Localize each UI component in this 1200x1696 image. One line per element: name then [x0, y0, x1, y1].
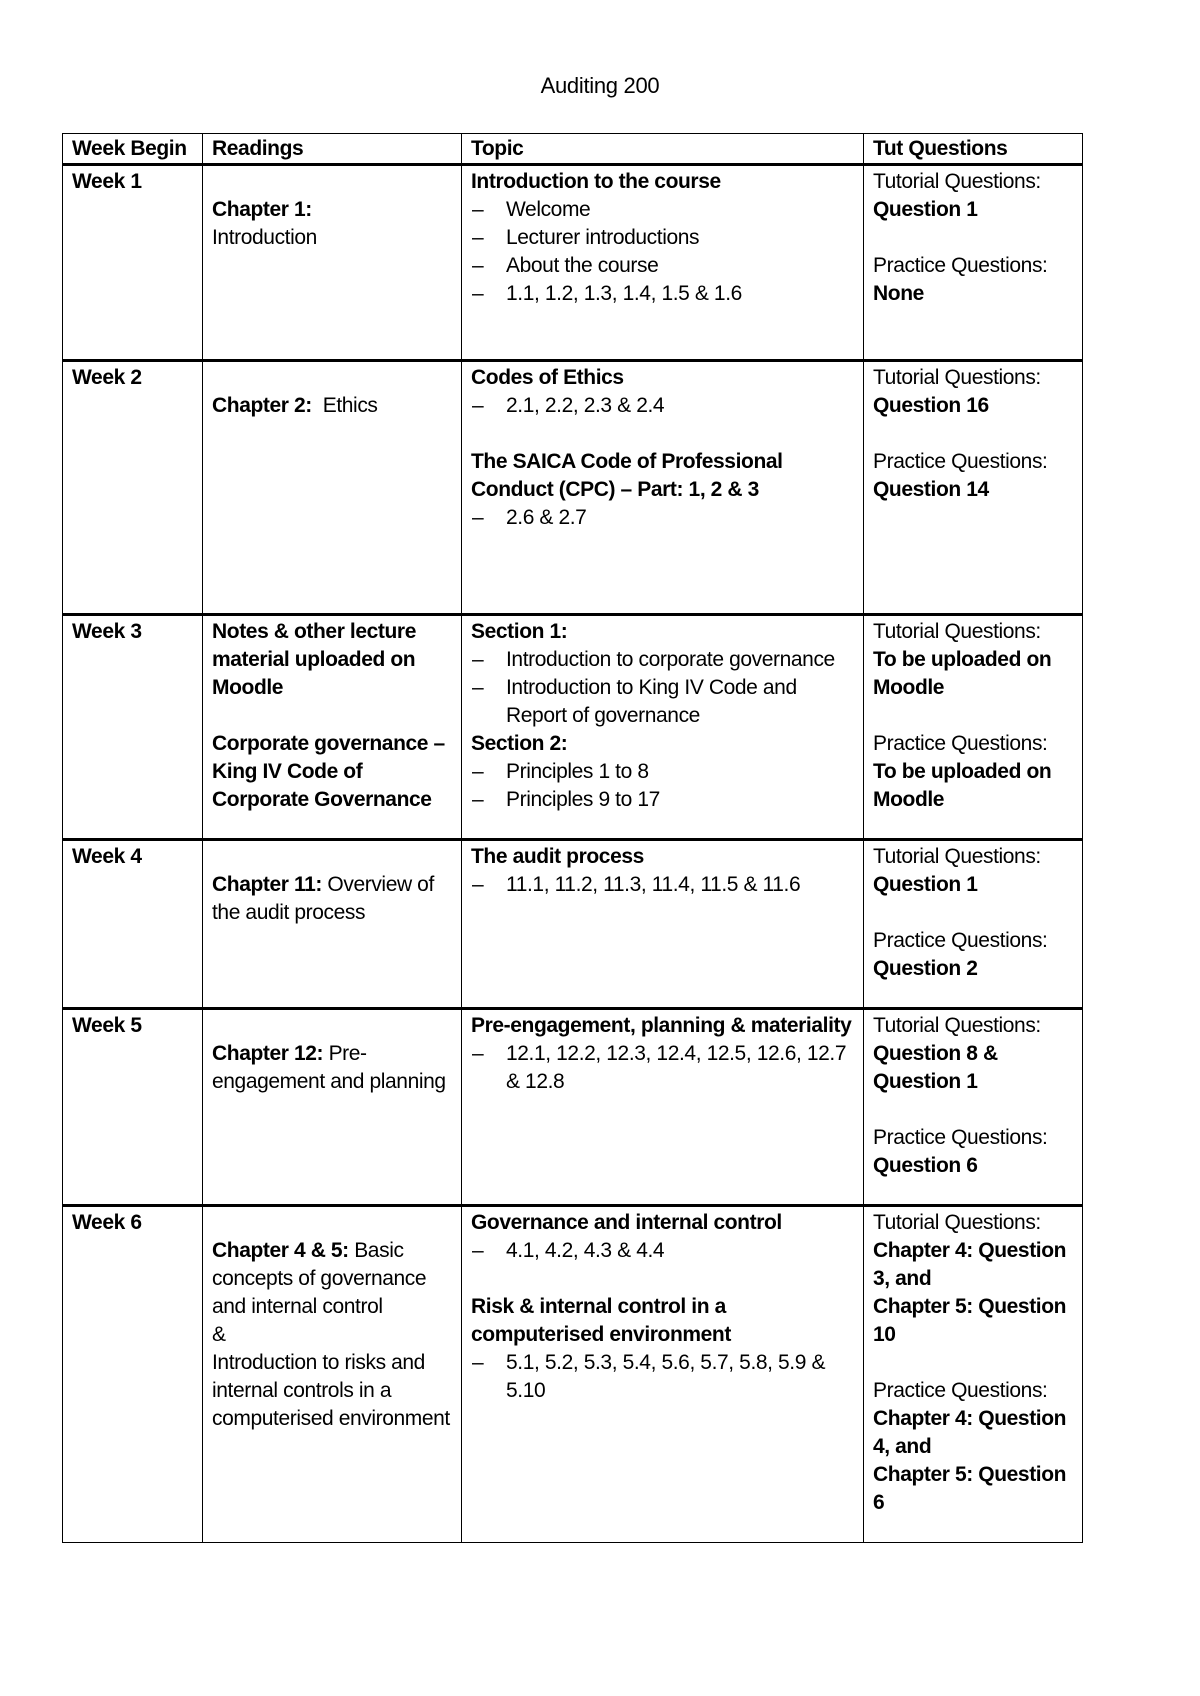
week-label: Week 3: [63, 615, 203, 840]
tutorial-label: Tutorial Questions:: [873, 170, 1041, 193]
topic-title: Pre-engagement, planning & materiality: [471, 1014, 852, 1037]
practice-questions: To be uploaded on Moodle: [873, 760, 1052, 811]
practice-questions: None: [873, 282, 924, 305]
reading-chapter: Chapter 4 & 5:: [212, 1239, 349, 1262]
topic-title: Codes of Ethics: [471, 366, 624, 389]
reading-notes: Notes & other lecture material uploaded on Moodle: [212, 620, 416, 699]
tutorial-questions: Question 8 & Question 1: [873, 1042, 998, 1093]
reading-text: Introduction: [212, 226, 317, 249]
reading-text: Introduction to risks and internal controls in a computerised environment: [212, 1351, 450, 1430]
reading-ampersand: &: [212, 1323, 226, 1346]
readings-cell: [203, 361, 462, 615]
table-row-week-5: [63, 1009, 1083, 1206]
practice-questions: Question 2: [873, 957, 978, 980]
topic-cell: [462, 165, 864, 361]
practice-label: Practice Questions:: [873, 732, 1048, 755]
readings-cell: [203, 1009, 462, 1206]
practice-label: Practice Questions:: [873, 929, 1048, 952]
practice-label: Practice Questions:: [873, 254, 1048, 277]
tutorial-questions: Chapter 4: Question 3, and: [873, 1239, 1067, 1290]
topic-title: Section 1:: [471, 620, 568, 643]
table-row-week-4: [63, 840, 1083, 1009]
topic-item: – Principles 1 to 8: [471, 758, 855, 786]
practice-label: Practice Questions:: [873, 1379, 1048, 1402]
week-label: Week 5: [63, 1009, 203, 1206]
week-label: Week 6: [63, 1206, 203, 1543]
tut-questions-cell: [864, 1009, 1083, 1206]
table-row-week-1: [63, 165, 1083, 361]
reading-chapter: Chapter 1:: [212, 198, 312, 221]
readings-cell: [203, 615, 462, 840]
tutorial-questions: Question 1: [873, 198, 978, 221]
tut-questions-cell: [864, 361, 1083, 615]
topic-item: – 1.1, 1.2, 1.3, 1.4, 1.5 & 1.6: [471, 280, 855, 308]
topic-item: – 2.1, 2.2, 2.3 & 2.4: [471, 392, 855, 420]
document-title: Auditing 200: [540, 73, 660, 98]
tutorial-questions: Question 16: [873, 394, 989, 417]
tutorial-questions: Chapter 5: Question 10: [873, 1295, 1067, 1346]
reading-text: Ethics: [322, 394, 378, 417]
tut-questions-cell: [864, 615, 1083, 840]
tutorial-label: Tutorial Questions:: [873, 1211, 1041, 1234]
practice-label: Practice Questions:: [873, 1126, 1048, 1149]
topic-item: – About the course: [471, 252, 855, 280]
tutorial-label: Tutorial Questions:: [873, 1014, 1041, 1037]
topic-item: – 2.6 & 2.7: [471, 504, 855, 532]
practice-questions: Question 6: [873, 1154, 978, 1177]
topic-item: – Welcome: [471, 196, 855, 224]
header-topic: Topic: [462, 134, 864, 165]
topic-title: Introduction to the course: [471, 170, 721, 193]
topic-item: – 12.1, 12.2, 12.3, 12.4, 12.5, 12.6, 12.7 & 12.8: [471, 1040, 855, 1096]
topic-title: The audit process: [471, 845, 644, 868]
topic-title: Governance and internal control: [471, 1211, 782, 1234]
practice-questions: Chapter 4: Question 4, and: [873, 1407, 1067, 1458]
topic-title: Section 2:: [471, 732, 568, 755]
topic-cell: [462, 1206, 864, 1543]
tut-questions-cell: [864, 840, 1083, 1009]
table-row-week-3: [63, 615, 1083, 840]
tutorial-questions: Question 1: [873, 873, 978, 896]
practice-questions: Chapter 5: Question 6: [873, 1463, 1067, 1514]
topic-cell: [462, 615, 864, 840]
reading-text: Basic concepts of governance and internal control: [212, 1239, 427, 1318]
schedule-table: [62, 133, 1083, 1543]
reading-chapter: Chapter 12:: [212, 1042, 324, 1065]
practice-label: Practice Questions:: [873, 450, 1048, 473]
header-tut-questions: Tut Questions: [864, 134, 1083, 165]
topic-item: – Introduction to King IV Code and Report of governance: [471, 674, 855, 730]
topic-cell: [462, 1009, 864, 1206]
readings-cell: [203, 165, 462, 361]
topic-item: – Lecturer introductions: [471, 224, 855, 252]
topic-item: – 11.1, 11.2, 11.3, 11.4, 11.5 & 11.6: [471, 871, 855, 899]
topic-cell: [462, 840, 864, 1009]
table-header: [63, 134, 1083, 165]
tutorial-label: Tutorial Questions:: [873, 620, 1041, 643]
reading-chapter: Chapter 2:: [212, 394, 312, 417]
tutorial-questions: To be uploaded on Moodle: [873, 648, 1052, 699]
tut-questions-cell: [864, 1206, 1083, 1543]
reading-text: Overview of the audit process: [212, 873, 434, 924]
readings-cell: [203, 840, 462, 1009]
topic-item: – 4.1, 4.2, 4.3 & 4.4: [471, 1237, 855, 1265]
topic-item: – 5.1, 5.2, 5.3, 5.4, 5.6, 5.7, 5.8, 5.9 & 5.10: [471, 1349, 855, 1405]
header-readings: Readings: [203, 134, 462, 165]
table-row-week-6: [63, 1206, 1083, 1543]
topic-item: – Principles 9 to 17: [471, 786, 855, 814]
tutorial-label: Tutorial Questions:: [873, 366, 1041, 389]
week-label: Week 2: [63, 361, 203, 615]
week-label: Week 4: [63, 840, 203, 1009]
reading-corporate-governance: Corporate governance – King IV Code of Corporate Governance: [212, 732, 445, 811]
week-label: Week 1: [63, 165, 203, 361]
practice-questions: Question 14: [873, 478, 989, 501]
reading-text: Pre-engagement and planning: [212, 1042, 446, 1093]
tut-questions-cell: [864, 165, 1083, 361]
topic-title: Risk & internal control in a computerised environment: [471, 1295, 731, 1346]
topic-cell: [462, 361, 864, 615]
readings-cell: [203, 1206, 462, 1543]
reading-chapter: Chapter 11:: [212, 873, 322, 896]
header-week-begin: Week Begin: [63, 134, 203, 165]
table-row-week-2: [63, 361, 1083, 615]
topic-item: – Introduction to corporate governance: [471, 646, 855, 674]
topic-title: The SAICA Code of Professional Conduct (CPC) – Part: 1, 2 & 3: [471, 450, 783, 501]
tutorial-label: Tutorial Questions:: [873, 845, 1041, 868]
